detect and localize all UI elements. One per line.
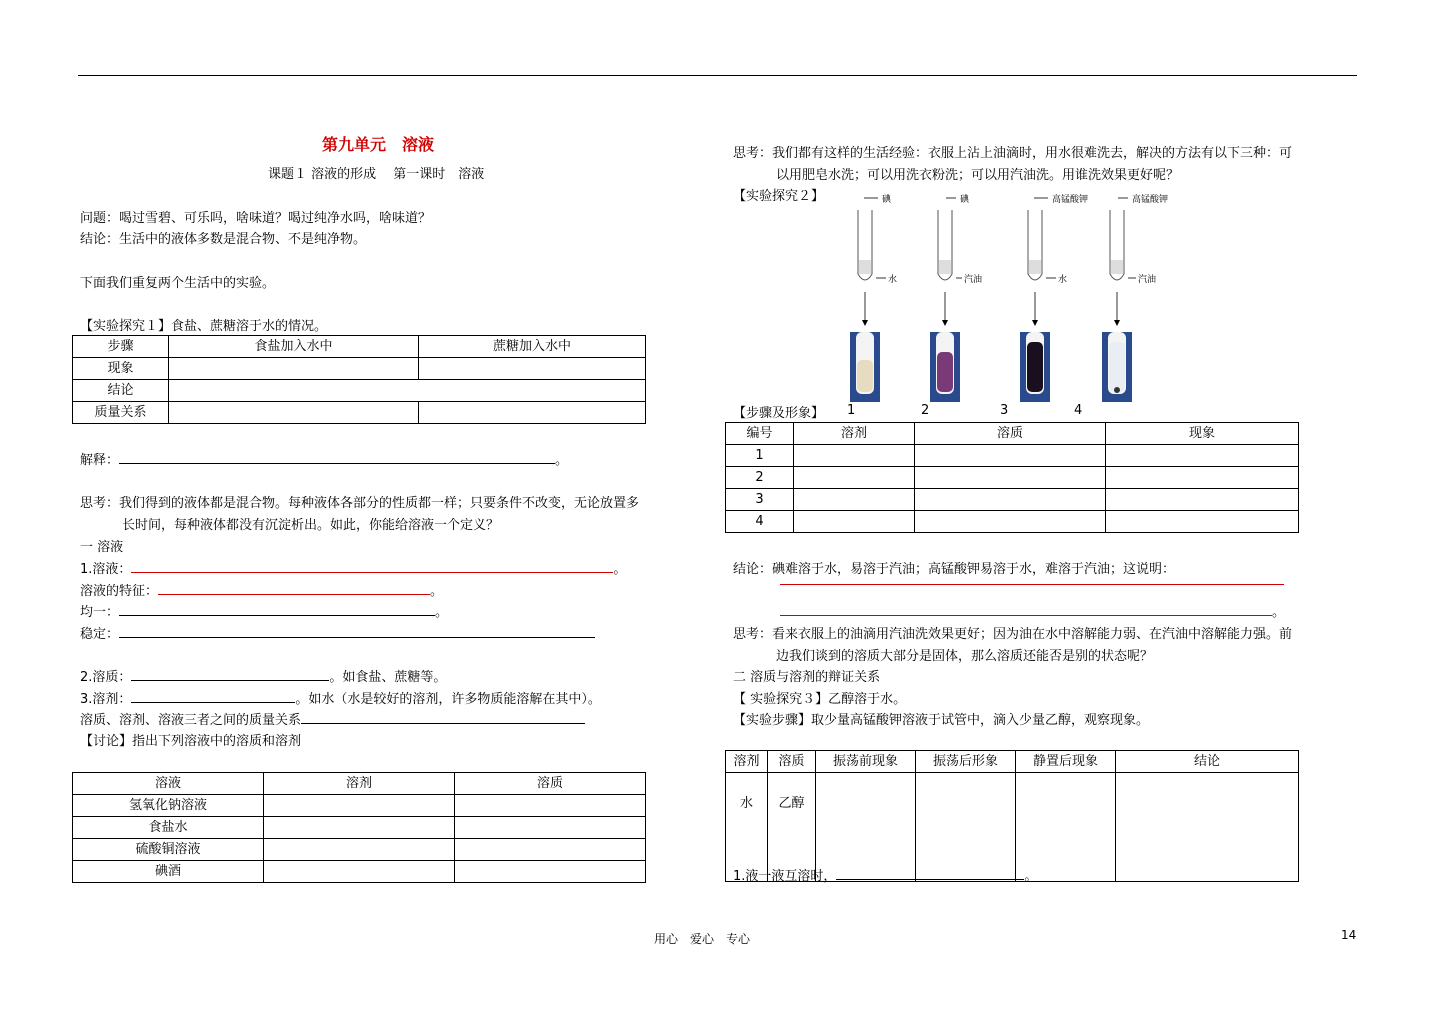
- table-row-label: 食盐水: [73, 817, 264, 839]
- definition-end: 。: [613, 562, 627, 577]
- table-cell-blank[interactable]: [1106, 467, 1299, 489]
- tube-4-bottom-label: 汽油: [1138, 275, 1157, 285]
- test-tube-3: [1020, 193, 1088, 402]
- explain-label: 解释：: [80, 453, 120, 468]
- table-cell-blank[interactable]: [455, 817, 646, 839]
- table-salt-sugar: [72, 335, 646, 424]
- section-2-heading: 二 溶质与溶剂的辩证关系: [733, 670, 881, 685]
- table-row-label: 4: [726, 511, 794, 533]
- page-subtitle: 课题１ 溶液的形成 第一课时 溶液: [268, 167, 485, 182]
- stable-label: 稳定：: [80, 627, 120, 642]
- table-cell-blank[interactable]: [1106, 445, 1299, 467]
- table-header-cell: 静置后现象: [1016, 751, 1116, 773]
- mass-relation-blank[interactable]: [301, 711, 585, 724]
- liquid-liquid-label: 1.液一液互溶时，: [733, 869, 837, 884]
- table-cell-blank[interactable]: [1106, 489, 1299, 511]
- table-row-label: 氢氧化钠溶液: [73, 795, 264, 817]
- solvent-label: 3.溶剂：: [80, 692, 132, 707]
- table-header-cell: 蔗糖加入水中: [419, 336, 646, 358]
- stable-line: [80, 623, 595, 642]
- liquid-liquid-blank[interactable]: [836, 867, 1024, 880]
- experiment-1-heading: 【实验探究１】食盐、蔗糖溶于水的情况。: [80, 319, 328, 334]
- table-row-label: 碘酒: [73, 861, 264, 883]
- think-text-line-1: 思考：我们得到的液体都是混合物。每种液体各部分的性质都一样；只要条件不改变，无论放置多: [80, 496, 640, 511]
- table-cell-blank[interactable]: [455, 861, 646, 883]
- table-cell-blank[interactable]: [169, 380, 646, 402]
- table-header-cell: 溶液: [73, 773, 264, 795]
- table-row-label: 现象: [73, 358, 169, 380]
- tube-1-liquid: [857, 360, 873, 392]
- uniform-end: 。: [435, 605, 449, 620]
- table-cell-blank[interactable]: [419, 402, 646, 424]
- intro-text: 下面我们重复两个生活中的实验。: [80, 276, 276, 291]
- think2-line-1: 思考：我们都有这样的生活经验：衣服上沾上油滴时，用水很难洗去，解决的方法有以下三种：可: [733, 146, 1293, 161]
- table-cell-blank[interactable]: [1116, 773, 1299, 882]
- section-1-heading: 一 溶液: [80, 540, 124, 555]
- steps-label: 【步骤及形象】: [733, 406, 825, 421]
- think-text-line-2: 长时间，每种液体都没有沉淀析出。如此，你能给溶液一个定义？: [122, 518, 500, 533]
- step-number-3: 3: [1000, 403, 1009, 418]
- think3-line-2: 边我们谈到的溶质大部分是固体，那么溶质还能否是别的状态呢？: [776, 649, 1154, 664]
- table-header-cell: 食盐加入水中: [169, 336, 419, 358]
- test-tube-4: [1102, 193, 1168, 402]
- tube-4-top-label: 高锰酸钾: [1132, 195, 1168, 205]
- test-tube-1: [850, 193, 897, 402]
- stable-blank[interactable]: [119, 625, 595, 638]
- table-ethanol: [725, 750, 1299, 882]
- table-cell-blank[interactable]: [794, 511, 915, 533]
- table-header-cell: 现象: [1106, 423, 1299, 445]
- solvent-line: [80, 688, 601, 707]
- conclusion-2-end: 。: [1272, 605, 1286, 620]
- step-number-4: 4: [1074, 403, 1083, 418]
- table-row-label: 硫酸铜溶液: [73, 839, 264, 861]
- definition-line: [80, 558, 626, 577]
- solvent-blank[interactable]: [131, 690, 295, 703]
- experiment-2-heading: 【实验探究２】: [733, 189, 825, 204]
- solute-blank[interactable]: [131, 668, 329, 681]
- discuss-heading: 【讨论】指出下列溶液中的溶质和溶剂: [80, 734, 302, 749]
- footer-motto: 用心 爱心 专心: [654, 932, 751, 946]
- conclusion-text: 结论：生活中的液体多数是混合物、不是纯净物。: [80, 232, 367, 247]
- liquid-liquid-line: [733, 865, 1037, 884]
- table-cell-blank[interactable]: [264, 817, 455, 839]
- table-cell-blank[interactable]: [419, 358, 646, 380]
- feature-end: 。: [430, 584, 444, 599]
- tube-4-liquid: [1109, 342, 1125, 392]
- tube-2-bottom-label: 汽油: [964, 275, 983, 285]
- step-number-1: 1: [847, 403, 856, 418]
- question-text: 问题：喝过雪碧、可乐吗，啥味道？喝过纯净水吗，啥味道？: [80, 211, 432, 226]
- conclusion-2-blank-1[interactable]: [780, 584, 1284, 585]
- table-cell-blank[interactable]: [915, 467, 1106, 489]
- definition-label: 1.溶液：: [80, 562, 132, 577]
- table-header-cell: 振荡前现象: [816, 751, 916, 773]
- table-row-label: 质量关系: [73, 402, 169, 424]
- tube-1-top-label: 碘: [882, 195, 892, 205]
- mass-relation-label: 溶质、溶剂、溶液三者之间的质量关系: [80, 713, 302, 728]
- table-cell-solvent: 水: [726, 773, 768, 882]
- table-cell-blank[interactable]: [264, 861, 455, 883]
- conclusion-2-blank-2[interactable]: [780, 603, 1272, 616]
- table-header-cell: 溶剂: [794, 423, 915, 445]
- table-cell-blank[interactable]: [455, 795, 646, 817]
- liquid-liquid-end: 。: [1024, 869, 1038, 884]
- tube-1-bottom-label: 水: [888, 275, 898, 285]
- tube-2-liquid: [937, 352, 953, 392]
- uniform-blank[interactable]: [119, 603, 435, 616]
- definition-blank[interactable]: [131, 560, 613, 573]
- table-cell-blank[interactable]: [1106, 511, 1299, 533]
- tube-3-liquid: [1027, 342, 1043, 392]
- table-row-label: 结论: [73, 380, 169, 402]
- table-cell-blank[interactable]: [169, 358, 419, 380]
- table-row-label: 3: [726, 489, 794, 511]
- table-cell-blank[interactable]: [915, 489, 1106, 511]
- solute-line: [80, 666, 446, 685]
- solute-label: 2.溶质：: [80, 670, 132, 685]
- tube-2-top-label: 碘: [960, 195, 970, 205]
- uniform-label: 均一：: [80, 605, 120, 620]
- test-tube-2: [930, 193, 982, 402]
- table-header-cell: 溶剂: [264, 773, 455, 795]
- uniform-line: [80, 601, 448, 620]
- conclusion-2-line-2: [780, 601, 1285, 620]
- test-tubes-illustration: [838, 192, 1168, 404]
- feature-blank[interactable]: [158, 582, 430, 595]
- table-solutions: [72, 772, 646, 883]
- table-cell-blank[interactable]: [264, 839, 455, 861]
- tube-3-top-label: 高锰酸钾: [1052, 195, 1089, 205]
- solute-end: 。如食盐、蔗糖等。: [329, 670, 447, 685]
- page-title: 第九单元 溶液: [322, 135, 435, 154]
- experiment-3-heading: 【 实验探究３】乙醇溶于水。: [733, 692, 907, 707]
- table-cell-blank[interactable]: [455, 839, 646, 861]
- table-header-cell: 振荡后形象: [916, 751, 1016, 773]
- header-rule: [78, 75, 1357, 76]
- think2-line-2: 以用肥皂水洗；可以用洗衣粉洗；可以用汽油洗。用谁洗效果更好呢？: [776, 168, 1180, 183]
- table-header-cell: 溶剂: [726, 751, 768, 773]
- table-cell-blank[interactable]: [794, 489, 915, 511]
- mass-relation-line: [80, 709, 585, 728]
- explain-end: 。: [555, 453, 569, 468]
- experiment-3-steps: 【实验步骤】取少量高锰酸钾溶液于试管中，滴入少量乙醇，观察现象。: [733, 713, 1150, 728]
- conclusion-2-text: 结论：碘难溶于水，易溶于汽油；高锰酸钾易溶于水，难溶于汽油；这说明：: [733, 562, 1176, 577]
- table-cell-blank[interactable]: [915, 511, 1106, 533]
- step-number-2: 2: [921, 403, 930, 418]
- table-row-label: 1: [726, 445, 794, 467]
- table-header-cell: 结论: [1116, 751, 1299, 773]
- table-cell-blank[interactable]: [264, 795, 455, 817]
- think3-line-1: 思考：看来衣服上的油滴用汽油洗效果更好；因为油在水中溶解能力弱、在汽油中溶解能力强。前: [733, 627, 1293, 642]
- table-cell-blank[interactable]: [794, 467, 915, 489]
- table-header-cell: 编号: [726, 423, 794, 445]
- feature-label: 溶液的特征：: [80, 584, 159, 599]
- tube-3-bottom-label: 水: [1058, 275, 1068, 285]
- table-cell-blank[interactable]: [169, 402, 419, 424]
- solvent-end: 。如水（水是较好的溶剂，许多物质能溶解在其中）。: [295, 692, 601, 707]
- table-cell-blank[interactable]: [915, 445, 1106, 467]
- table-iodine-kmno4: [725, 422, 1299, 533]
- explain-line: [80, 449, 568, 468]
- table-cell-blank[interactable]: [794, 445, 915, 467]
- table-header-cell: 溶质: [455, 773, 646, 795]
- table-header-cell: 溶质: [768, 751, 816, 773]
- table-cell-solute: 乙醇: [768, 773, 816, 882]
- page-number: 14: [1341, 928, 1357, 942]
- feature-line: [80, 580, 443, 599]
- explain-blank[interactable]: [119, 451, 555, 464]
- table-header-cell: 溶质: [915, 423, 1106, 445]
- table-header-cell: 步骤: [73, 336, 169, 358]
- table-row-label: 2: [726, 467, 794, 489]
